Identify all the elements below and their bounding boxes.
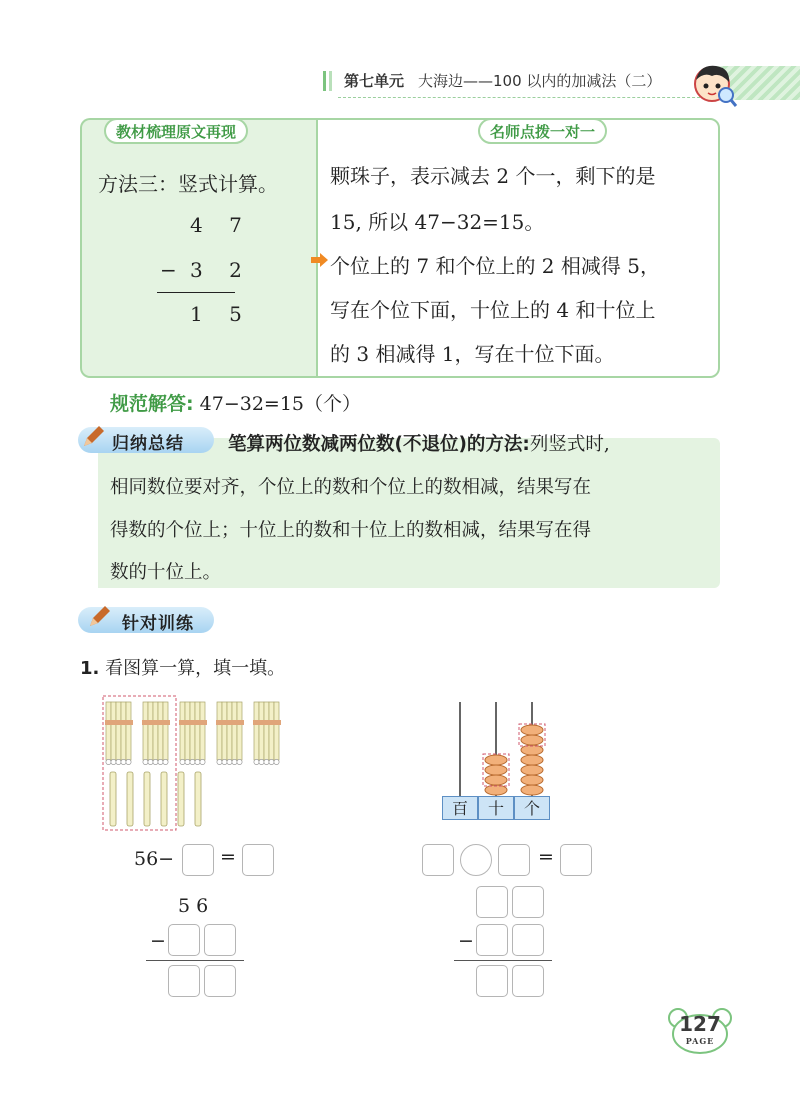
unit-label: 第七单元	[344, 72, 405, 90]
textbook-panel-tab: 教材梳理原文再现	[104, 118, 248, 144]
tip-line-3: 个位上的 7 和个位上的 2 相减得 5，	[330, 254, 660, 278]
standard-answer	[110, 389, 361, 416]
stick-bundle	[253, 702, 281, 765]
answer-box[interactable]	[476, 965, 508, 997]
stick-bundle	[142, 702, 170, 765]
operator-circle[interactable]	[460, 844, 492, 876]
single-stick	[127, 772, 133, 826]
single-stick	[178, 772, 184, 826]
stick-bundle	[216, 702, 244, 765]
answer-box[interactable]	[242, 844, 274, 876]
abacus-bead	[485, 755, 507, 765]
pointing-hand-icon	[309, 252, 329, 268]
answer-box[interactable]	[512, 965, 544, 997]
tip-line-2: 15, 所以 47−32=15。	[330, 210, 545, 234]
summary-line-1	[228, 430, 610, 456]
standard-answer-label: 规范解答:	[110, 393, 194, 415]
tip-line-5: 的 3 相减得 1，写在十位下面。	[330, 342, 615, 366]
question-1-text: 看图算一算，填一填。	[99, 658, 286, 679]
summary-line-3: 得数的个位上；十位上的数和十位上的数相减，结果写在得	[110, 520, 592, 541]
single-stick	[110, 772, 116, 826]
answer-box[interactable]	[168, 965, 200, 997]
textbook-panel	[80, 118, 316, 378]
answer-box[interactable]	[512, 924, 544, 956]
page-number: 127	[679, 1012, 721, 1036]
minus-sign: −	[150, 930, 166, 952]
summary-line-2: 相同数位要对齐，个位上的数和个位上的数相减，结果写在	[110, 477, 592, 498]
summary-badge-text: 归纳总结	[112, 434, 184, 454]
abacus-bead	[521, 725, 543, 735]
abacus-bead	[485, 765, 507, 775]
left-equation-start: 56−	[134, 848, 175, 870]
calc-subtrahend: 3 2	[190, 258, 252, 282]
abacus-bead	[521, 765, 543, 775]
calc-operator: −	[160, 258, 187, 282]
method-three-text: 方法三：竖式计算。	[98, 172, 278, 196]
answer-box[interactable]	[476, 886, 508, 918]
unit-title: 大海边——100 以内的加减法（二）	[418, 72, 662, 90]
single-stick	[161, 772, 167, 826]
pencil-icon	[86, 604, 112, 630]
abacus-label-tens: 十	[478, 796, 514, 820]
summary-line-4: 数的十位上。	[110, 562, 222, 583]
stick-bundles-illustration	[100, 692, 290, 832]
tip-line-4: 写在个位下面，十位上的 4 和十位上	[330, 298, 656, 322]
abacus-illustration	[440, 700, 560, 800]
single-stick	[144, 772, 150, 826]
abacus-label-hundreds: 百	[442, 796, 478, 820]
summary-heading: 笔算两位数减两位数(不退位)的方法:	[228, 434, 530, 455]
summary-line-1-text: 列竖式时,	[529, 434, 610, 455]
answer-box[interactable]	[204, 924, 236, 956]
tip-line-1: 颗珠子，表示减去 2 个一，剩下的是	[330, 164, 656, 188]
stick-bundle	[179, 702, 207, 765]
answer-box[interactable]	[476, 924, 508, 956]
pencil-icon	[80, 424, 106, 450]
abacus-bead	[521, 755, 543, 765]
answer-box[interactable]	[512, 886, 544, 918]
header-title	[344, 70, 661, 91]
equals-sign: =	[220, 846, 236, 868]
equals-sign: =	[538, 846, 554, 868]
answer-box[interactable]	[422, 844, 454, 876]
vertical-calc-line	[454, 960, 552, 961]
header-accent-bars	[323, 71, 335, 91]
single-stick	[195, 772, 201, 826]
question-1	[80, 654, 285, 680]
answer-box[interactable]	[168, 924, 200, 956]
calc-minuend: 4 7	[190, 213, 252, 237]
calc-line	[157, 292, 235, 293]
page-word: PAGE	[685, 1036, 715, 1046]
answer-box[interactable]	[498, 844, 530, 876]
calc-result: 1 5	[190, 302, 252, 326]
left-vertical-minuend: 5 6	[178, 895, 209, 917]
answer-box[interactable]	[204, 965, 236, 997]
abacus-bead	[521, 735, 543, 745]
answer-box[interactable]	[560, 844, 592, 876]
question-1-number: 1.	[80, 658, 100, 679]
standard-answer-text: 47−32=15（个）	[193, 393, 362, 415]
vertical-calc-line	[146, 960, 244, 961]
abacus-label-ones: 个	[514, 796, 550, 820]
mascot-icon	[690, 62, 738, 108]
stick-bundle	[105, 702, 133, 765]
abacus-bead	[485, 775, 507, 785]
teacher-tips-panel-tab: 名师点拨一对一	[478, 118, 607, 144]
abacus-bead	[521, 785, 543, 795]
practice-badge-text: 针对训练	[122, 614, 194, 634]
header-divider	[338, 97, 720, 98]
minus-sign: −	[458, 930, 474, 952]
abacus-bead	[521, 775, 543, 785]
answer-box[interactable]	[182, 844, 214, 876]
